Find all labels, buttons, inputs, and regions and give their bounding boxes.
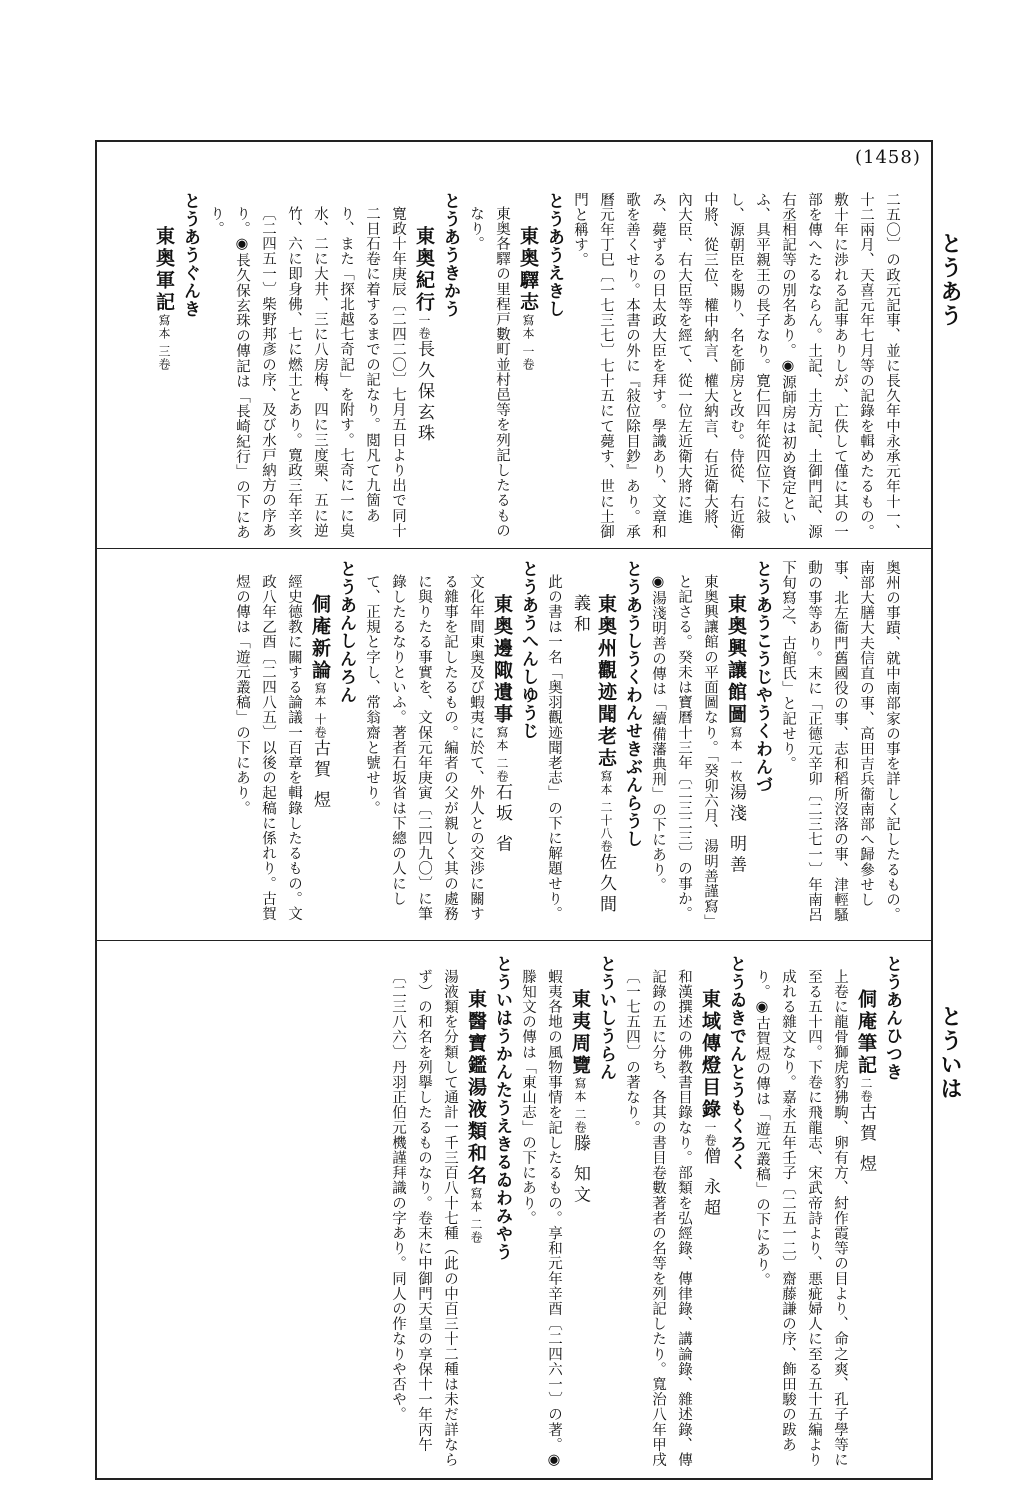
entry-text: 蝦夷各地の風物事情を記したるもの。享和元年辛酉〔二四六一〕の著。◉滕知文の傳は「東山志」の下にあり。: [520, 969, 562, 1469]
entry-title: 侗庵筆記: [855, 989, 877, 1077]
entry-head: [411, 192, 437, 540]
entry-kana: とうあうえきし: [544, 192, 564, 318]
entry-title: 東奥州觀迹聞老志: [595, 594, 617, 770]
entry-head: [853, 955, 879, 1470]
entry-volumes: 寫本 三卷: [157, 314, 171, 371]
entry-title: 東奥興讓館圖: [725, 594, 747, 726]
entry-volumes: 二卷: [859, 1077, 873, 1103]
entry-volumes: 寫本 二卷: [495, 726, 509, 783]
entry-kana: とうあうへんしゆうじ: [518, 560, 538, 740]
page-number: (1458): [855, 147, 921, 168]
entry-author: 石坂 省: [492, 782, 512, 856]
entry-head: [463, 955, 489, 1470]
entry-2: [619, 955, 749, 1470]
entry-head: [307, 560, 333, 932]
continuation-text: 奥州の事蹟、就中南部家の事を詳しく記したるもの。南部大膳大夫信直の事、高田吉兵衞南部へ歸參せし事、北左衞門舊國役の事、志和稻所沒落の事、津輕騷動の事等あり。末に「正德元辛卯〔二三七一〕年南呂下旬寫之、古館氏」と記せり。: [780, 560, 900, 923]
entry-2: [541, 560, 645, 932]
entry-title: 侗庵新論: [309, 594, 331, 682]
entry-text: 經史德教に關する論議一百章を輯錄したるもの。文政八年乙酉〔二四八五〕以後の起稿に係れり。古賀煜の傳は「遊元叢稿」の下にあり。: [234, 574, 302, 922]
entry-4: [229, 560, 359, 932]
divider-lower: [95, 940, 933, 941]
entry-head: [723, 560, 749, 932]
entry-head: [567, 560, 619, 932]
entry-head: [515, 192, 541, 540]
entry-author: 古賀 煜: [856, 1103, 876, 1176]
entry-1: [645, 560, 775, 932]
section-lower: [110, 955, 905, 1470]
entry-text: 此の書は一名「奥羽觀迹聞老志」の下に解題せり。: [546, 574, 562, 922]
entry-volumes: 一卷: [703, 1121, 717, 1147]
entry-title: 東奥紀行: [413, 226, 435, 314]
entry-volumes: 寫本 十卷: [313, 682, 327, 739]
entry-volumes: 寫本 二十八卷: [599, 770, 613, 853]
entry-kana: とうあうきかう: [440, 192, 460, 318]
entry-text: 東奥各驛の里程戸數町並村邑等を列記したるものなり。: [468, 206, 510, 539]
entry-volumes: 寫本 一卷: [521, 314, 535, 371]
entry-kana: とうあんしんろん: [336, 560, 356, 704]
divider-upper: [95, 548, 933, 549]
entry-text: 寛政十年庚辰〔二四二〇〕七月五日より出で同十二日石卷に着するまでの記なり。閲凡て九箇あり、また「探北越七奇記」を附す。七奇に一に臭水、二に大井、三に八房梅、四に三度栗、五に逆竹、六に即身佛、七に燃土とあり。寛政三年辛亥〔二四五一〕柴野邦彥の序、及び水戸納方の序あり。◉長久保玄珠の傳記は「長崎紀行」の下にあり。: [208, 206, 406, 540]
entry-text: 上卷に龍骨獅虎豹狒駒、卵有方、紂作霞等の目より、命之爽、孔子學等に至る五十四。下卷に飛龍志、宋武帝詩より、悪疵婦人に至る五十五編より成れる雜文なり。嘉永五年壬子〔二五一二〕齋藤謙の序、飾田駿の跋あり。◉古賀煜の傳は「遊元叢稿」の下にあり。: [754, 969, 848, 1468]
entry-head: [697, 955, 723, 1470]
entry-text: 和漢撰述の佛教書目錄なり。部類を弘經錄、傳律錄、講論錄、雜述錄、傳記錄の五に分ち、各其の書目卷數著者の名等を列記したり。寬治八年甲戌〔一七五四〕の著なり。: [624, 969, 692, 1468]
entry-author: 佐久間義和: [570, 594, 616, 916]
entry-4: [385, 955, 515, 1470]
continuation-text: 二五〇〕の政元記事、並に長久年中永承元年十一、十二兩月、天喜元年七月等の記錄を輯めたるもの。敷十年に渉れる記事ありしが、亡佚して僅に其の一部を傳へたるならん。土記、土方記、土御門記、源右丞相記等の別名あり。◉源師房は初め資定といふ、具平親王の長子なり。寛仁四年從四位下に敍し、源朝臣を賜り、名を師房と改む。侍從、右近衛中將、從三位、權中納言、權大納言、右近衛大將、內大臣、右大臣等を經て、從一位左近衛大將に進み、薨ずるの日太政大臣を拜す。學識あり、文章和歌を善くせり。本書の外に『敍位除目鈔』あり。承曆元年丁巳〔一七三七〕七十五にて薨す、世に土御門と稱す。: [572, 192, 900, 540]
section-upper: [110, 192, 905, 540]
entry-text: 東奥興讓館の平面圖なり。「癸卯六月、湯明善謹寫」と記さる。癸未は寶曆十三年〔二三二三〕の事か。◉湯淺明善の傳は「續備藩典刑」の下にあり。: [650, 574, 718, 930]
entry-author: 湯淺 明善: [726, 782, 746, 877]
entry-volumes: 寫本 一枚: [729, 726, 743, 783]
entry-head: [489, 560, 515, 932]
entry-kana: とうあうぐんき: [180, 192, 200, 318]
entry-kana: とうあうしうくわんせきぶんらうし: [622, 560, 642, 848]
entry-head: [151, 192, 177, 540]
entry-3: [515, 955, 619, 1470]
entry-text: 湯液類を分類して通計一千三百八十七種（此の中百三十二種は未だ詳ならず）の和名を列擧したるものなり。卷末に中御門天皇の享保十一年丙午〔二三八六〕丹羽正伯元機謹拜識の字あり。同人の作なりや否や。: [390, 969, 458, 1468]
entry-author: 古賀 煜: [310, 738, 330, 812]
entry-3: [359, 560, 541, 932]
entry-kana: とうあんひつき: [882, 955, 902, 1081]
entry-1: [749, 955, 905, 1470]
entry-kana: とうゐきでんとうもくろく: [726, 955, 746, 1171]
entry-kana: とういはうかんたうえきるゐわみやう: [492, 955, 512, 1261]
entry-volumes: 一卷: [417, 314, 431, 340]
entry-author: 僧 永超: [700, 1147, 720, 1220]
entry-text: 文化年間東奥及び蝦夷に於て、外人との交渉に關する雜事を記したるもの。編者の父が親しく其の處務に與りたる事實を、文保元年庚寅〔二四九〇〕に筆錄したるなりといふ。著者石坂省は下總の人にして、正規と字し、常翁齋と號せり。: [364, 574, 484, 922]
entry-volumes: 寫本 二卷: [469, 1187, 483, 1244]
entry-kana: とういしうらん: [596, 955, 616, 1081]
entry-title: 東奥軍記: [153, 226, 175, 314]
entry-author: 長久保玄珠: [414, 340, 434, 445]
entry-title: 東醫寶鑑湯液類和名: [465, 989, 487, 1187]
upper-header-kana: とうあう: [937, 232, 963, 328]
section-middle: [110, 560, 905, 932]
entry-1: [463, 192, 567, 540]
entry-title: 東奥邊陬遺事: [491, 594, 513, 726]
entry-3: [151, 192, 203, 540]
entry-author: 滕 知文: [570, 1133, 590, 1207]
entry-kana: とうあうこうじやうくわんづ: [752, 560, 772, 794]
entry-volumes: 寫本 二卷: [573, 1077, 587, 1134]
entry-2: [203, 192, 463, 540]
lower-header-kana: とういは: [937, 1005, 963, 1101]
entry-head: [567, 955, 593, 1470]
entry-title: 東奥驛志: [517, 226, 539, 314]
entry-title: 東域傳燈目錄: [699, 989, 721, 1121]
entry-title: 東夷周覽: [569, 989, 591, 1077]
